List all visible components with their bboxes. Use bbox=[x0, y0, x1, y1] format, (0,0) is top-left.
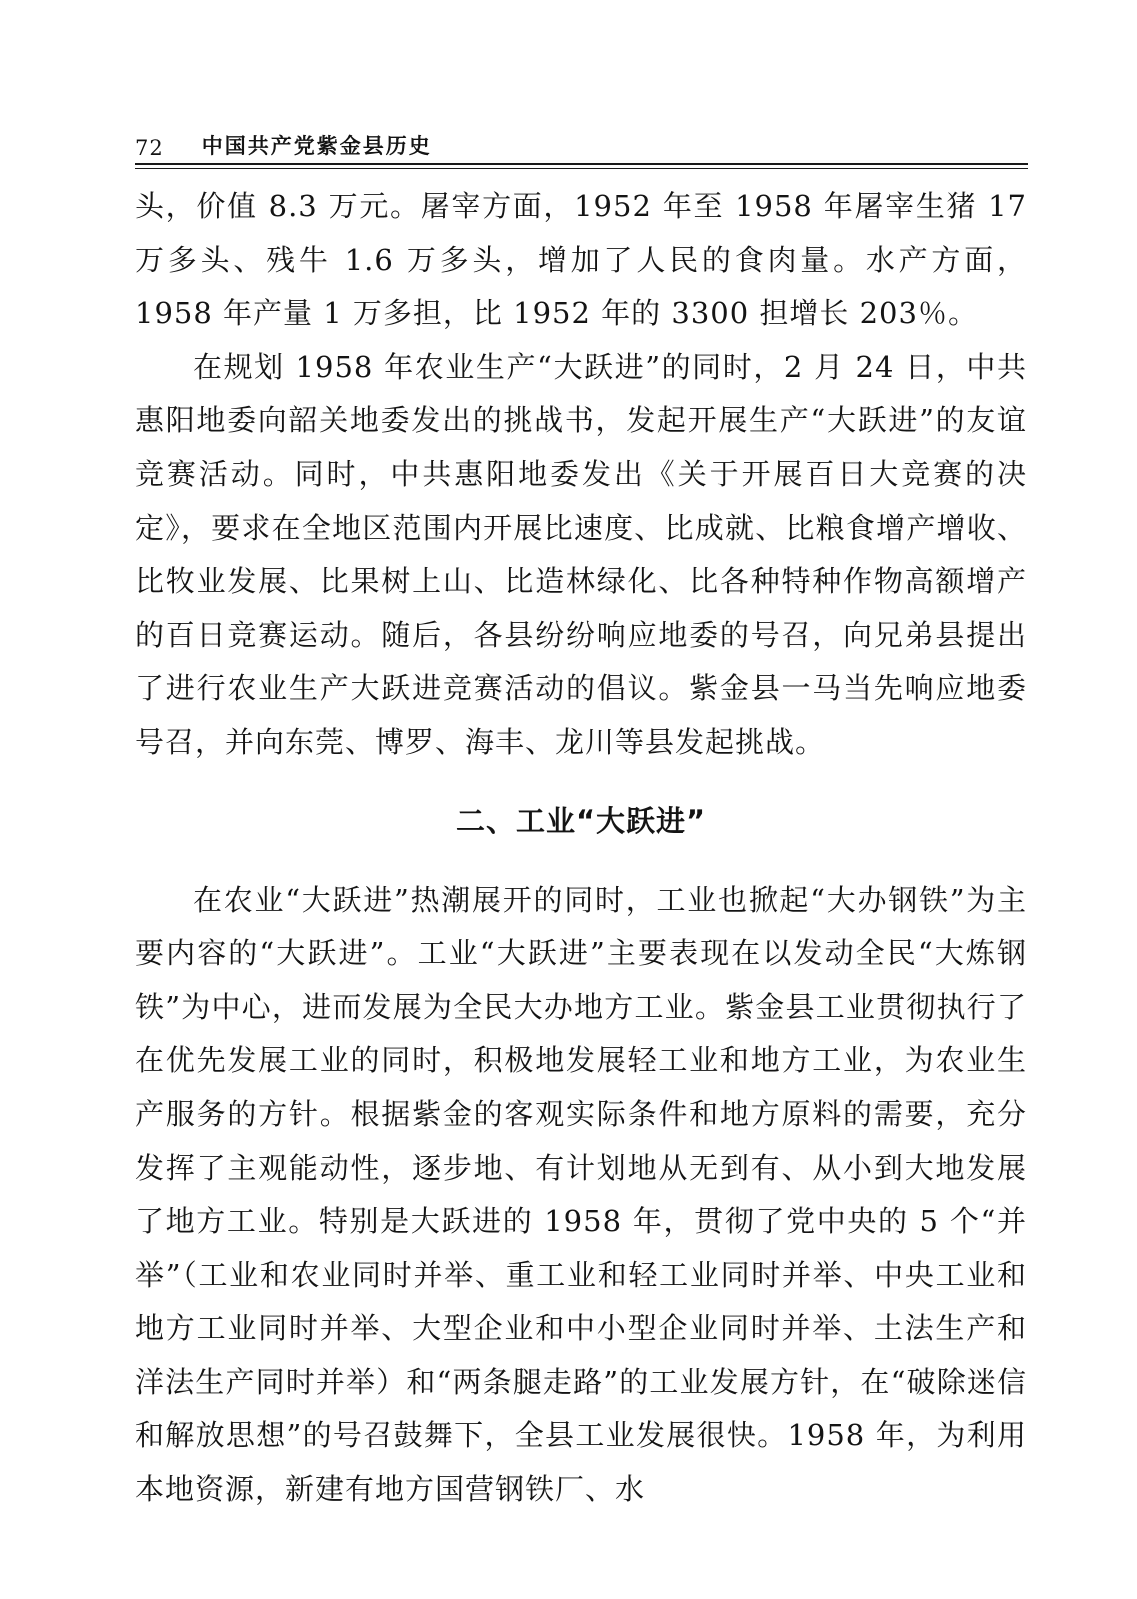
header-rule-thick bbox=[135, 163, 1028, 165]
running-title: 中国共产党紫金县历史 bbox=[201, 133, 432, 158]
paragraph: 在农业“大跃进”热潮展开的同时，工业也掀起“大办钢铁”为主要内容的“大跃进”。工业“大跃进”主要表现在以发动全民“大炼钢铁”为中心，进而发展为全民大办地方工业。紫金县工业贯彻执行了在优先发展工业的同时，积极地发展轻工业和地方工业，为农业生产服务的方针。根据紫金的客观实际条件和地方原料的需要，充分发挥了主观能动性，逐步地、有计划地从无到有、从小到大地发展了地方工业。特别是大跃进的 1958 年，贯彻了党中央的 5 个“并举”（工业和农业同时并举、重工业和轻工业同时并举、中央工业和地方工业同时并举、大型企业和中小型企业同时并举、土法生产和洋法生产同时并举）和“两条腿走路”的工业发展方针，在“破除迷信和解放思想”的号召鼓舞下，全县工业发展很快。1958 年，为利用本地资源，新建有地方国营钢铁厂、水 bbox=[135, 882, 1027, 1507]
page-header bbox=[135, 130, 1025, 160]
paragraph-continuation: 头，价值 8.3 万元。屠宰方面，1952 年至 1958 年屠宰生猪 17 万多头、残牛 1.6 万多头，增加了人民的食肉量。水产方面，1958 年产量 1 万多担，比 1952 年的 3300 担增长 203％。 bbox=[135, 189, 1027, 331]
paragraph: 在规划 1958 年农业生产“大跃进”的同时，2 月 24 日，中共惠阳地委向韶关地委发出的挑战书，发起开展生产“大跃进”的友谊竞赛活动。同时，中共惠阳地委发出《关于开展百日大竞赛的决定》，要求在全地区范围内开展比速度、比成就、比粮食增产增收、比牧业发展、比果树上山、比造林绿化、比各种特种作物高额增产的百日竞赛运动。随后，各县纷纷响应地委的号召，向兄弟县提出了进行农业生产大跃进竞赛活动的倡议。紫金县一马当先响应地委号召，并向东莞、博罗、海丰、龙川等县发起挑战。 bbox=[135, 349, 1027, 759]
page-number: 72 bbox=[135, 136, 164, 160]
header-rule-thin bbox=[135, 168, 1028, 169]
body-text bbox=[135, 180, 1027, 1517]
section-heading: 二、工业“大跃进” bbox=[455, 803, 707, 838]
